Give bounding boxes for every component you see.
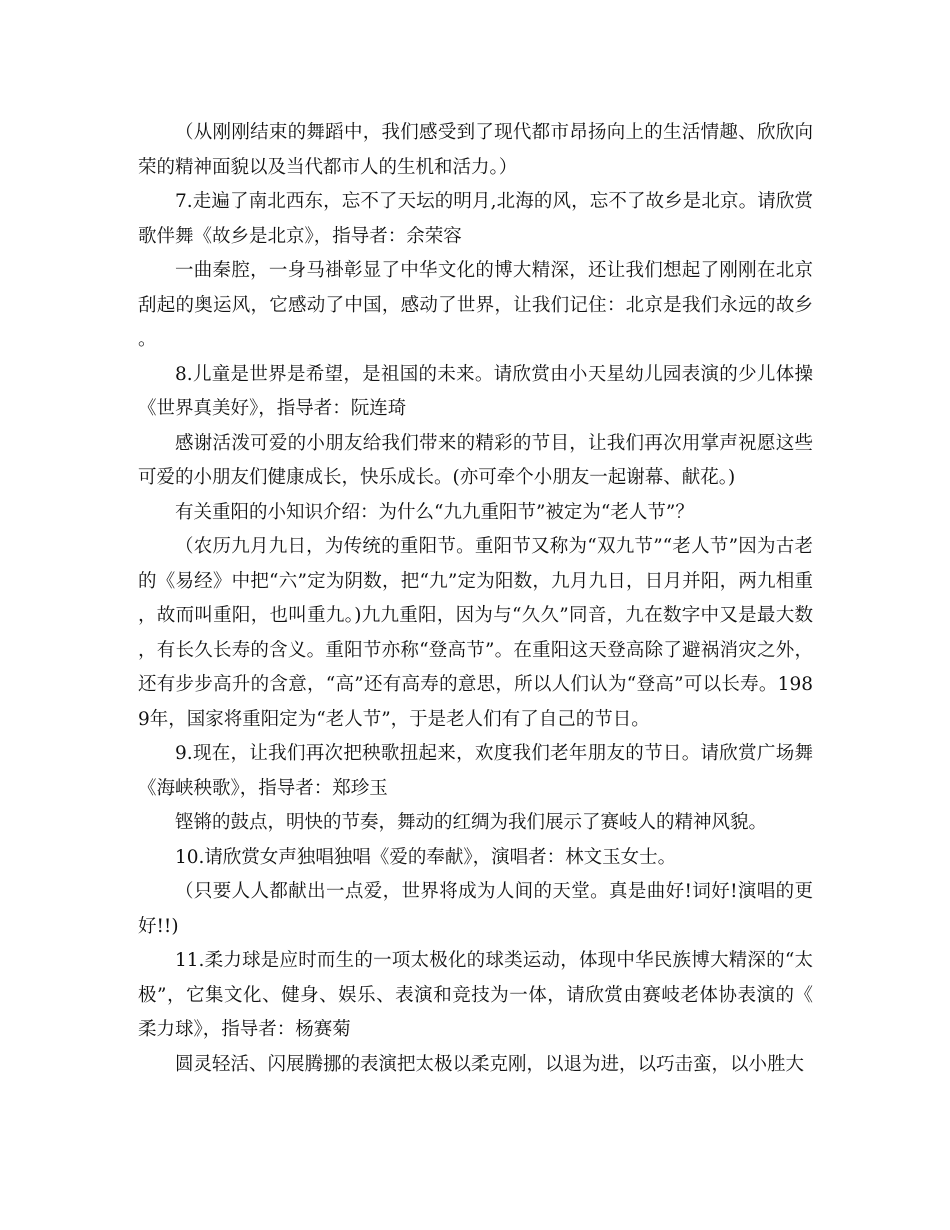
document-body [138, 116, 813, 1082]
paragraph-program-11: 11.柔力球是应时而生的一项太极化的球类运动，体现中华民族博大精深的“太极”，它集文化、健身、娱乐、表演和竞技为一体，请欣赏由赛岐老体协表演的《柔力球》，指导者：杨赛菊 [138, 950, 813, 1040]
paragraph-chongyang-question: 有关重阳的小知识介绍：为什么“九九重阳节”被定为“老人节”？ [175, 501, 694, 523]
paragraph-program-7: 7.走遍了南北西东，忘不了天坛的明月,北海的风，忘不了故乡是北京。请欣赏歌伴舞《故乡是北京》，指导者：余荣容 [138, 191, 813, 247]
paragraph-program-10-comment: （只要人人都献出一点爱，世界将成为人间的天堂。真是曲好!词好!演唱的更好!!) [138, 881, 813, 937]
paragraph-program-11-comment: 圆灵轻活、闪展腾挪的表演把太极以柔克刚，以退为进，以巧击蛮，以小胜大 [175, 1053, 805, 1075]
paragraph-program-9: 9.现在，让我们再次把秧歌扭起来，欢度我们老年朋友的节日。请欣赏广场舞《海峡秧歌》，指导者：郑珍玉 [138, 743, 813, 799]
paragraph-chongyang-knowledge: （农历九月九日，为传统的重阳节。重阳节又称为“双九节”“老人节”因为古老的《易经》中把“六”定为阴数，把“九”定为阳数，九月九日，日月并阳，两九相重，故而叫重阳，也叫重九。)九九重阳，因为与“久久”同音，九在数字中又是最大数，有长久长寿的含义。重阳节亦称“登高节”。在重阳这天登高除了避祸消灾之外，还有步步高升的含意，“高”还有高寿的意思，所以人们认为“登高”可以长寿。1989年，国家将重阳定为“老人节”，于是老人们有了自己的节日。 [138, 536, 813, 730]
paragraph-dance-reflection: （从刚刚结束的舞蹈中，我们感受到了现代都市昂扬向上的生活情趣、欣欣向荣的精神面貌以及当代都市人的生机和活力。） [138, 122, 813, 178]
paragraph-program-7-comment: 一曲秦腔，一身马褂彰显了中华文化的博大精深，还让我们想起了刚刚在北京刮起的奥运风，它感动了中国，感动了世界，让我们记住：北京是我们永远的故乡。 [138, 260, 813, 350]
paragraph-program-8: 8.儿童是世界是希望，是祖国的未来。请欣赏由小天星幼儿园表演的少儿体操《世界真美好》，指导者：阮连琦 [138, 363, 813, 419]
paragraph-program-8-comment: 感谢活泼可爱的小朋友给我们带来的精彩的节目，让我们再次用掌声祝愿这些可爱的小朋友们健康成长，快乐成长。(亦可牵个小朋友一起谢幕、献花。) [138, 432, 813, 488]
paragraph-program-10: 10.请欣赏女声独唱独唱《爱的奉献》，演唱者：林文玉女士。 [175, 846, 677, 868]
paragraph-program-9-comment: 铿锵的鼓点，明快的节奏，舞动的红绸为我们展示了赛岐人的精神风貌。 [175, 812, 768, 833]
